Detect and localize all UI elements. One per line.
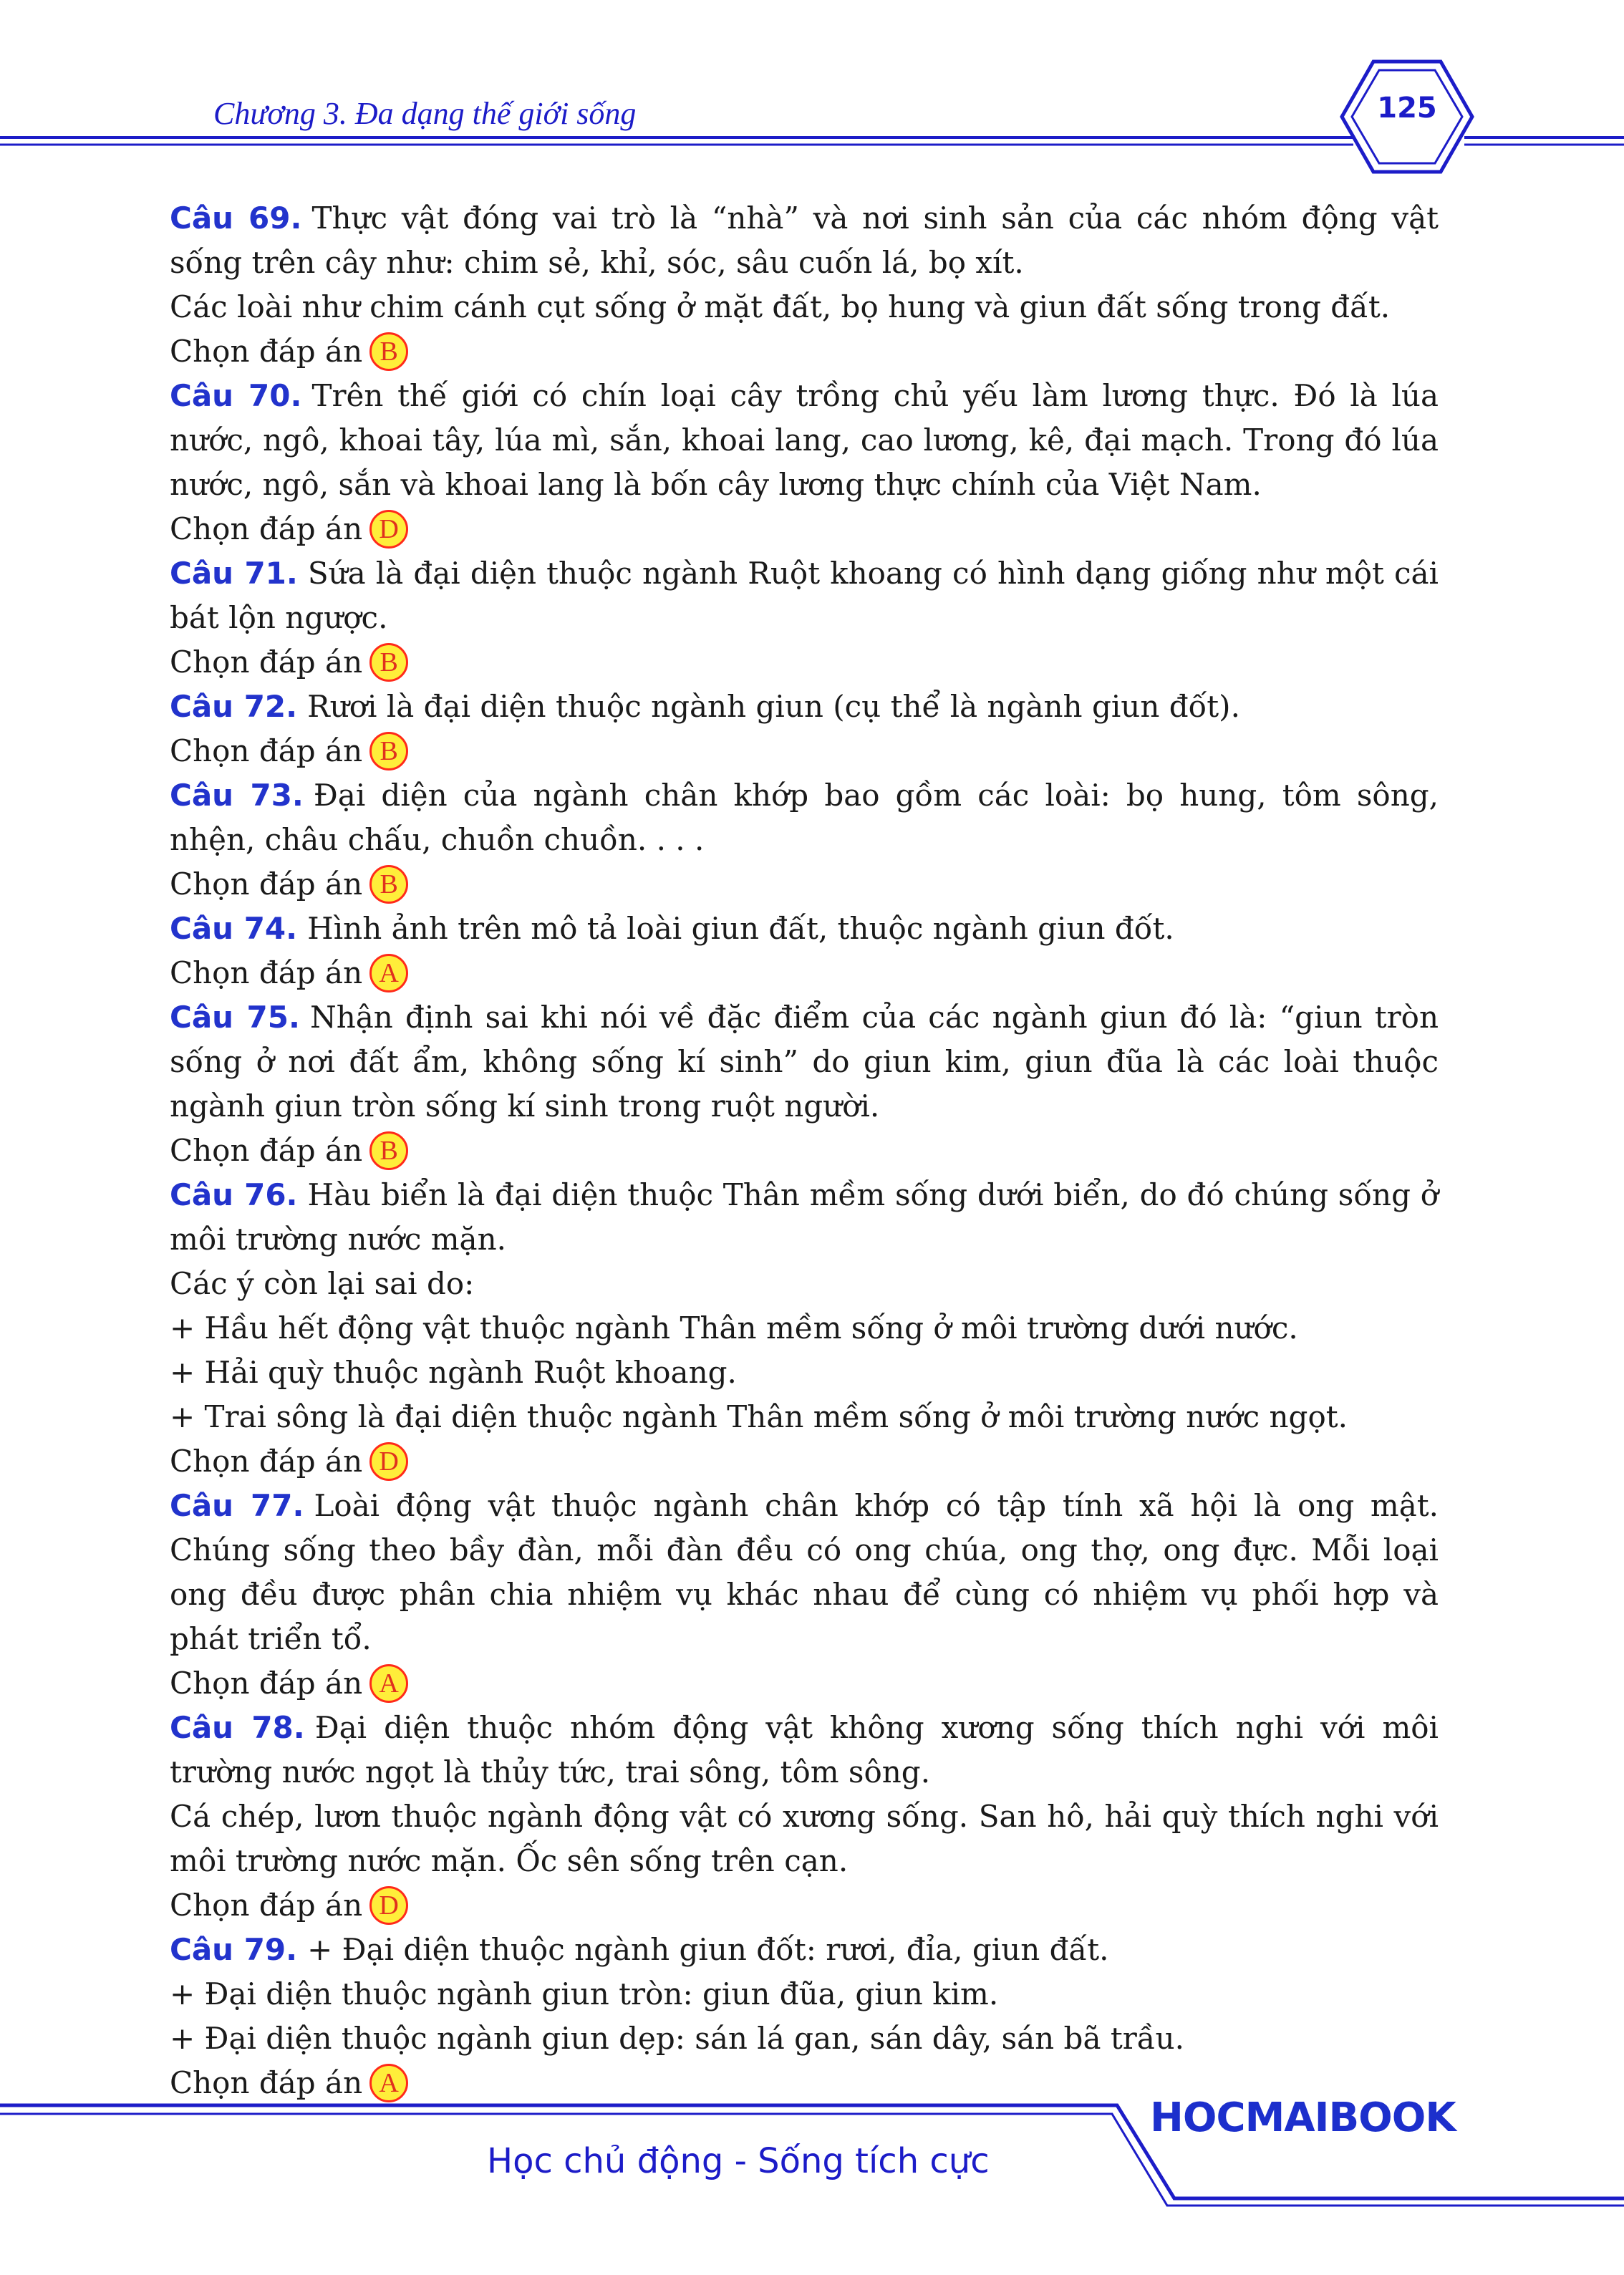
answer-choice-badge: A [369,954,408,992]
question-paragraph [170,995,1439,1129]
question-text: + Đại diện thuộc ngành giun tròn: giun đũa, giun kim. [170,1976,999,2011]
answer-row [170,951,1439,995]
question-label: Câu 75. [170,1000,300,1035]
question-line [170,1262,1439,1306]
question-text: + Hải quỳ thuộc ngành Ruột khoang. [170,1355,737,1390]
question-paragraph [170,1928,1439,1972]
question-label: Câu 77. [170,1488,304,1523]
answer-row [170,640,1439,685]
answer-row [170,329,1439,374]
question-text: Các ý còn lại sai do: [170,1266,475,1301]
question-label: Câu 74. [170,911,298,946]
footer-slogan: Học chủ động - Sống tích cực [487,2141,990,2181]
question-text: + Trai sông là đại diện thuộc ngành Thân mềm sống ở môi trường nước ngọt. [170,1399,1348,1434]
question-text: Nhận định sai khi nói về đặc điểm của các ngành giun đó là: “giun tròn sống ở nơi đất ẩm, không sống kí sinh” do giun kim, giun đũa là các loài thuộc ngành giun tròn sống kí sinh trong ruột người. [170,1000,1439,1124]
question-label: Câu 76. [170,1177,298,1212]
question-paragraph [170,685,1439,729]
answer-row [170,1439,1439,1484]
question-label: Câu 72. [170,689,298,724]
question-label: Câu 78. [170,1710,305,1745]
answer-choice-badge: D [369,1442,408,1481]
question-text: + Đại diện thuộc ngành giun đốt: rươi, đỉa, giun đất. [307,1932,1109,1967]
page-number: 125 [1377,92,1437,125]
question-text: Sứa là đại diện thuộc ngành Ruột khoang có hình dạng giống như một cái bát lộn ngược. [170,556,1439,635]
answer-prefix: Chọn đáp án [170,644,363,680]
answer-choice-badge: B [369,1131,408,1170]
brand-logo: HOCMAIBOOK [1150,2095,1456,2141]
question-label: Câu 79. [170,1932,298,1967]
answer-prefix: Chọn đáp án [170,955,363,990]
question-line [170,285,1439,329]
question-paragraph [170,907,1439,951]
question-line [170,1395,1439,1439]
answer-prefix: Chọn đáp án [170,866,363,902]
answer-prefix: Chọn đáp án [170,334,363,369]
question-text: + Hầu hết động vật thuộc ngành Thân mềm sống ở môi trường dưới nước. [170,1310,1298,1346]
question-text: Cá chép, lươn thuộc ngành động vật có xương sống. San hô, hải quỳ thích nghi với môi trường nước mặn. Ốc sên sống trên cạn. [170,1799,1439,1878]
question-paragraph [170,1706,1439,1795]
answer-prefix: Chọn đáp án [170,733,363,768]
answer-choice-badge: A [369,1664,408,1703]
question-line [170,1351,1439,1395]
question-line [170,1795,1439,1883]
answer-prefix: Chọn đáp án [170,1133,363,1168]
answer-row [170,1883,1439,1928]
question-paragraph [170,773,1439,862]
question-text: Đại diện của ngành chân khớp bao gồm các loài: bọ hung, tôm sông, nhện, châu chấu, chuồn chuồn. . . . [170,778,1439,857]
question-paragraph [170,551,1439,640]
answer-choice-badge: B [369,643,408,682]
answer-row [170,1661,1439,1706]
question-label: Câu 69. [170,201,302,236]
answer-choice-badge: B [369,865,408,904]
question-text: Hàu biển là đại diện thuộc Thân mềm sống dưới biển, do đó chúng sống ở môi trường nước mặn. [170,1177,1439,1257]
chapter-title: Chương 3. Đa dạng thế giới sống [213,96,637,131]
answer-prefix: Chọn đáp án [170,511,363,546]
answer-choice-badge: B [369,732,408,771]
question-text: Các loài như chim cánh cụt sống ở mặt đất, bọ hung và giun đất sống trong đất. [170,289,1391,324]
question-label: Câu 70. [170,378,302,413]
answer-key-body [170,196,1439,2105]
answer-row [170,507,1439,551]
answer-choice-badge: B [369,332,408,371]
answer-prefix: Chọn đáp án [170,1666,363,1701]
question-paragraph [170,1484,1439,1661]
question-line [170,1306,1439,1351]
answer-prefix: Chọn đáp án [170,1888,363,1923]
question-text: Trên thế giới có chín loại cây trồng chủ yếu làm lương thực. Đó là lúa nước, ngô, khoai tây, lúa mì, sắn, khoai lang, cao lương, kê, đại mạch. Trong đó lúa nước, ngô, sắn và khoai lang là bốn cây lương thực chính của Việt Nam. [170,378,1439,502]
answer-row [170,729,1439,773]
question-label: Câu 73. [170,778,304,813]
question-paragraph [170,374,1439,507]
question-paragraph [170,1173,1439,1262]
answer-choice-badge: D [369,510,408,549]
question-text: Loài động vật thuộc ngành chân khớp có tập tính xã hội là ong mật. Chúng sống theo bầy đàn, mỗi đàn đều có ong chúa, ong thợ, ong đực. Mỗi loại ong đều được phân chia nhiệm vụ khác nhau để cùng có nhiệm vụ phối hợp và phát triển tổ. [170,1488,1439,1656]
question-line [170,1972,1439,2016]
answer-row [170,1129,1439,1173]
question-text: Hình ảnh trên mô tả loài giun đất, thuộc ngành giun đốt. [307,911,1174,946]
question-text: Đại diện thuộc nhóm động vật không xương sống thích nghi với môi trường nước ngọt là thủy tức, trai sông, tôm sông. [170,1710,1439,1789]
question-text: Rươi là đại diện thuộc ngành giun (cụ thể là ngành giun đốt). [307,689,1240,724]
answer-choice-badge: D [369,1886,408,1925]
question-paragraph [170,196,1439,285]
answer-row [170,862,1439,907]
question-text: Thực vật đóng vai trò là “nhà” và nơi sinh sản của các nhóm động vật sống trên cây như: chim sẻ, khỉ, sóc, sâu cuốn lá, bọ xít. [170,201,1439,280]
question-label: Câu 71. [170,556,298,591]
answer-prefix: Chọn đáp án [170,1444,363,1479]
answer-choice-badge: A [369,2064,408,2102]
answer-prefix: Chọn đáp án [170,2065,363,2100]
question-text: + Đại diện thuộc ngành giun dẹp: sán lá gan, sán dây, sán bã trầu. [170,2021,1184,2056]
question-line [170,2016,1439,2061]
